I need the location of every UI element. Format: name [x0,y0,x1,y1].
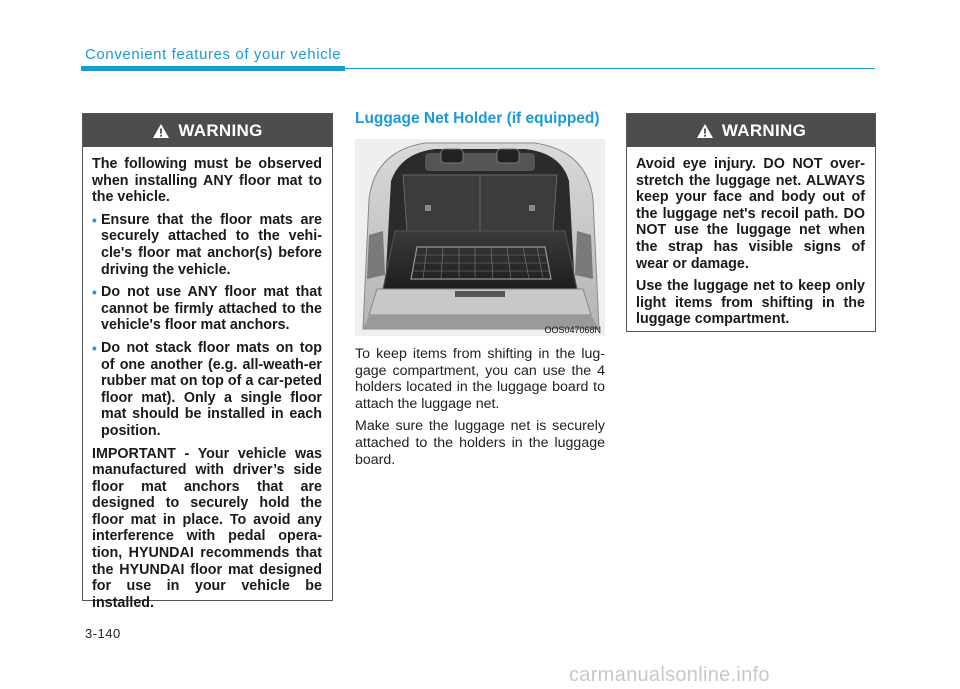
warning-title: WARNING [721,120,807,140]
warning-important-note: IMPORTANT - Your vehicle was manufactured with driver’s side floor mat anchors that are designed to securely hold the floor mat in place. To avoid any interference with pedal opera-tion, HYUNDAI recommends that the HYUNDAI floor mat designed for use in your vehicle be installed. [92,445,322,611]
watermark: carmanualsonline.info [569,664,770,686]
warning-bullet-text: Do not stack floor mats on top of one another (e.g. all-weath-er rubber mat on top of a car-peted floor mat). Only a single floor mat should be installed in each position. [101,339,322,439]
header-rule-thick [81,66,345,71]
luggage-compartment-image [355,139,605,336]
luggage-net-heading: Luggage Net Holder (if equipped) [355,110,600,127]
header-rule-thin [345,68,875,69]
warning-title: WARNING [178,120,263,140]
luggage-net-warning-box [626,113,876,332]
warning-triangle-icon [696,123,714,139]
warning-body [83,147,332,611]
warning-header [83,114,332,147]
warning-bullet [92,340,322,440]
bullet-dot-icon: • [92,211,97,228]
warning-bullet [92,284,322,334]
body-paragraph: To keep items from shifting in the lug-gage compartment, you can use the 4 holders located in the luggage board to attach the luggage net. [355,346,605,412]
section-title: Convenient features of your vehicle [85,46,342,63]
warning-triangle-icon [152,123,170,139]
floor-mat-warning-box [82,113,333,611]
warning-paragraph: Avoid eye injury. DO NOT over-stretch the luggage net. ALWAYS keep your face and body out of the luggage net's recoil path. DO NOT use the luggage net when the strap has visible signs of wear or damage. [636,156,865,272]
warning-paragraph: Use the luggage net to keep only light items from shifting in the luggage compartment. [636,278,865,328]
luggage-net-body [355,346,605,474]
warning-bullet-text: Do not use ANY floor mat that cannot be firmly attached to the vehicle's floor mat anchors. [101,284,322,334]
warning-header [627,114,875,147]
luggage-compartment-illustration [355,139,605,336]
body-paragraph: Make sure the luggage net is securely attached to the holders in the luggage board. [355,418,605,468]
warning-intro: The following must be observed when installing ANY floor mat to the vehicle. [92,156,322,206]
warning-bullet [92,212,322,278]
warning-body [627,147,875,328]
page-number: 3-140 [85,626,121,641]
bullet-dot-icon: • [92,339,97,356]
warning-bullet-text: Ensure that the floor mats are securely attached to the vehi-cle's floor mat anchor(s) before driving the vehicle. [101,211,322,278]
image-caption: OOS047068N [544,325,601,335]
bullet-dot-icon: • [92,284,97,301]
